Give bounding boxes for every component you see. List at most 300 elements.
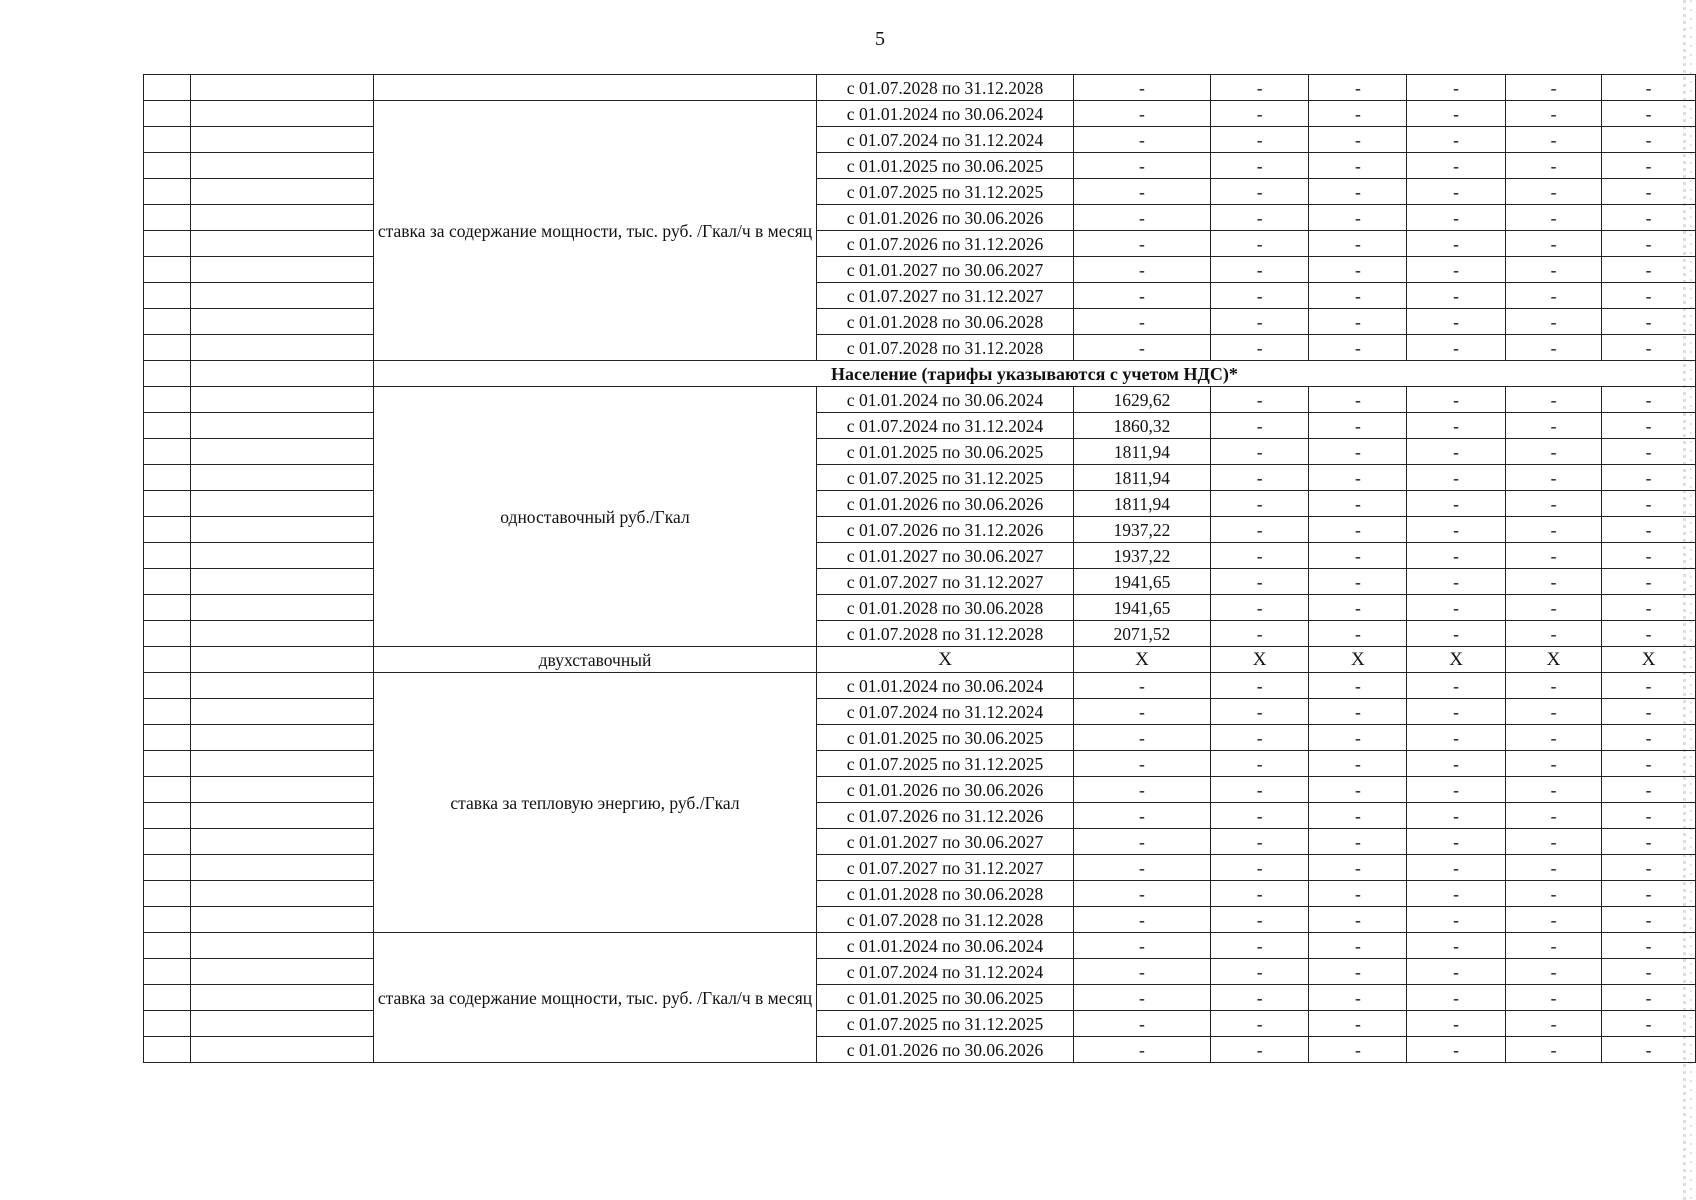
period-cell: с 01.07.2028 по 31.12.2028 bbox=[817, 621, 1074, 647]
value-cell: - bbox=[1074, 205, 1211, 231]
row-number-cell bbox=[144, 725, 191, 751]
value-cell: - bbox=[1407, 699, 1506, 725]
value-cell: - bbox=[1602, 543, 1696, 569]
row-number-cell bbox=[144, 75, 191, 101]
organization-cell bbox=[191, 595, 374, 621]
value-cell: 1937,22 bbox=[1074, 517, 1211, 543]
period-cell: с 01.07.2025 по 31.12.2025 bbox=[817, 465, 1074, 491]
value-cell: - bbox=[1407, 881, 1506, 907]
value-cell: - bbox=[1602, 309, 1696, 335]
row-number-cell bbox=[144, 387, 191, 413]
value-cell: - bbox=[1074, 257, 1211, 283]
value-cell: - bbox=[1210, 283, 1309, 309]
x-mark-cell: X bbox=[1074, 647, 1211, 673]
row-number-cell bbox=[144, 907, 191, 933]
period-cell: с 01.07.2027 по 31.12.2027 bbox=[817, 855, 1074, 881]
rate-type-cell bbox=[373, 75, 816, 101]
value-cell: - bbox=[1074, 1037, 1211, 1063]
value-cell: - bbox=[1210, 153, 1309, 179]
value-cell: - bbox=[1505, 829, 1601, 855]
row-number-cell bbox=[144, 101, 191, 127]
value-cell: - bbox=[1074, 1011, 1211, 1037]
period-cell: с 01.07.2028 по 31.12.2028 bbox=[817, 75, 1074, 101]
value-cell: - bbox=[1505, 491, 1601, 517]
value-cell: - bbox=[1210, 205, 1309, 231]
value-cell: - bbox=[1407, 335, 1506, 361]
value-cell: - bbox=[1074, 283, 1211, 309]
value-cell: - bbox=[1407, 153, 1506, 179]
row-number-cell bbox=[144, 491, 191, 517]
organization-cell bbox=[191, 1037, 374, 1063]
period-cell: с 01.01.2027 по 30.06.2027 bbox=[817, 829, 1074, 855]
value-cell: - bbox=[1505, 881, 1601, 907]
value-cell: - bbox=[1602, 621, 1696, 647]
value-cell: - bbox=[1309, 205, 1407, 231]
value-cell: - bbox=[1309, 257, 1407, 283]
period-cell: с 01.07.2024 по 31.12.2024 bbox=[817, 699, 1074, 725]
value-cell: - bbox=[1407, 725, 1506, 751]
value-cell: - bbox=[1602, 907, 1696, 933]
value-cell: - bbox=[1505, 751, 1601, 777]
value-cell: - bbox=[1210, 985, 1309, 1011]
value-cell: 1811,94 bbox=[1074, 465, 1211, 491]
value-cell: - bbox=[1407, 387, 1506, 413]
value-cell: - bbox=[1602, 959, 1696, 985]
value-cell: - bbox=[1505, 257, 1601, 283]
period-cell: с 01.01.2028 по 30.06.2028 bbox=[817, 595, 1074, 621]
row-number-cell bbox=[144, 673, 191, 699]
value-cell: - bbox=[1407, 231, 1506, 257]
period-cell: с 01.01.2028 по 30.06.2028 bbox=[817, 881, 1074, 907]
value-cell: - bbox=[1210, 803, 1309, 829]
value-cell: - bbox=[1407, 491, 1506, 517]
value-cell: - bbox=[1602, 855, 1696, 881]
tariff-table-body bbox=[144, 75, 1696, 1063]
value-cell: - bbox=[1309, 829, 1407, 855]
value-cell: - bbox=[1407, 595, 1506, 621]
period-cell: с 01.07.2028 по 31.12.2028 bbox=[817, 907, 1074, 933]
value-cell: - bbox=[1309, 413, 1407, 439]
row-number-cell bbox=[144, 959, 191, 985]
value-cell: - bbox=[1309, 283, 1407, 309]
value-cell: - bbox=[1074, 101, 1211, 127]
value-cell: - bbox=[1309, 231, 1407, 257]
row-number-cell bbox=[144, 1037, 191, 1063]
row-number-cell bbox=[144, 647, 191, 673]
value-cell: - bbox=[1602, 491, 1696, 517]
value-cell: - bbox=[1309, 153, 1407, 179]
value-cell: - bbox=[1407, 959, 1506, 985]
value-cell: - bbox=[1505, 205, 1601, 231]
organization-cell bbox=[191, 803, 374, 829]
value-cell: - bbox=[1309, 127, 1407, 153]
value-cell: - bbox=[1074, 985, 1211, 1011]
value-cell: - bbox=[1505, 959, 1601, 985]
value-cell: - bbox=[1210, 517, 1309, 543]
value-cell: - bbox=[1407, 1011, 1506, 1037]
value-cell: - bbox=[1210, 829, 1309, 855]
value-cell: - bbox=[1602, 881, 1696, 907]
period-cell: с 01.01.2026 по 30.06.2026 bbox=[817, 1037, 1074, 1063]
value-cell: - bbox=[1505, 543, 1601, 569]
value-cell: - bbox=[1505, 231, 1601, 257]
period-cell: с 01.01.2028 по 30.06.2028 bbox=[817, 309, 1074, 335]
value-cell: - bbox=[1309, 595, 1407, 621]
value-cell: - bbox=[1074, 803, 1211, 829]
row-number-cell bbox=[144, 413, 191, 439]
value-cell: - bbox=[1309, 465, 1407, 491]
value-cell: - bbox=[1210, 933, 1309, 959]
organization-cell bbox=[191, 673, 374, 699]
value-cell: - bbox=[1602, 387, 1696, 413]
value-cell: - bbox=[1074, 881, 1211, 907]
row-number-cell bbox=[144, 933, 191, 959]
section-header: Население (тарифы указываются с учетом НДС)* bbox=[373, 361, 1695, 387]
organization-cell bbox=[191, 283, 374, 309]
value-cell: - bbox=[1210, 387, 1309, 413]
row-number-cell bbox=[144, 127, 191, 153]
organization-cell bbox=[191, 647, 374, 673]
period-cell: с 01.01.2025 по 30.06.2025 bbox=[817, 725, 1074, 751]
row-number-cell bbox=[144, 231, 191, 257]
x-mark-cell: X bbox=[1407, 647, 1506, 673]
x-mark-cell: X bbox=[1210, 647, 1309, 673]
organization-cell bbox=[191, 153, 374, 179]
value-cell: - bbox=[1505, 699, 1601, 725]
value-cell: - bbox=[1602, 283, 1696, 309]
value-cell: - bbox=[1407, 985, 1506, 1011]
value-cell: - bbox=[1074, 751, 1211, 777]
value-cell: - bbox=[1074, 699, 1211, 725]
period-cell: с 01.07.2024 по 31.12.2024 bbox=[817, 127, 1074, 153]
value-cell: - bbox=[1505, 439, 1601, 465]
value-cell: - bbox=[1602, 465, 1696, 491]
organization-cell bbox=[191, 907, 374, 933]
value-cell: - bbox=[1309, 907, 1407, 933]
organization-cell bbox=[191, 205, 374, 231]
value-cell: - bbox=[1407, 777, 1506, 803]
value-cell: - bbox=[1505, 335, 1601, 361]
value-cell: - bbox=[1602, 517, 1696, 543]
value-cell: - bbox=[1309, 777, 1407, 803]
row-number-cell bbox=[144, 309, 191, 335]
value-cell: - bbox=[1074, 959, 1211, 985]
period-cell: с 01.07.2025 по 31.12.2025 bbox=[817, 179, 1074, 205]
value-cell: - bbox=[1407, 127, 1506, 153]
value-cell: - bbox=[1602, 127, 1696, 153]
row-number-cell bbox=[144, 881, 191, 907]
organization-cell bbox=[191, 751, 374, 777]
row-number-cell bbox=[144, 439, 191, 465]
organization-cell bbox=[191, 855, 374, 881]
value-cell: - bbox=[1407, 465, 1506, 491]
organization-cell bbox=[191, 543, 374, 569]
value-cell: - bbox=[1309, 699, 1407, 725]
organization-cell bbox=[191, 179, 374, 205]
organization-cell bbox=[191, 777, 374, 803]
value-cell: - bbox=[1210, 673, 1309, 699]
value-cell: - bbox=[1210, 621, 1309, 647]
value-cell: - bbox=[1309, 751, 1407, 777]
value-cell: - bbox=[1210, 335, 1309, 361]
organization-cell bbox=[191, 257, 374, 283]
value-cell: - bbox=[1505, 153, 1601, 179]
organization-cell bbox=[191, 699, 374, 725]
row-number-cell bbox=[144, 803, 191, 829]
value-cell: - bbox=[1210, 439, 1309, 465]
organization-cell bbox=[191, 517, 374, 543]
value-cell: - bbox=[1309, 569, 1407, 595]
row-number-cell bbox=[144, 777, 191, 803]
value-cell: - bbox=[1407, 75, 1506, 101]
value-cell: - bbox=[1602, 257, 1696, 283]
table-row bbox=[144, 75, 1696, 101]
value-cell: - bbox=[1505, 985, 1601, 1011]
value-cell: 2071,52 bbox=[1074, 621, 1211, 647]
value-cell: - bbox=[1309, 179, 1407, 205]
value-cell: - bbox=[1505, 595, 1601, 621]
value-cell: - bbox=[1210, 75, 1309, 101]
value-cell: - bbox=[1505, 465, 1601, 491]
value-cell: - bbox=[1309, 387, 1407, 413]
value-cell: - bbox=[1309, 725, 1407, 751]
organization-cell bbox=[191, 75, 374, 101]
table-row bbox=[144, 361, 1696, 387]
period-cell: с 01.07.2026 по 31.12.2026 bbox=[817, 803, 1074, 829]
value-cell: 1941,65 bbox=[1074, 569, 1211, 595]
value-cell: - bbox=[1210, 725, 1309, 751]
organization-cell bbox=[191, 959, 374, 985]
table-row bbox=[144, 933, 1696, 959]
value-cell: - bbox=[1309, 881, 1407, 907]
period-cell: с 01.07.2028 по 31.12.2028 bbox=[817, 335, 1074, 361]
period-cell: с 01.01.2025 по 30.06.2025 bbox=[817, 153, 1074, 179]
value-cell: - bbox=[1210, 1011, 1309, 1037]
period-cell: с 01.01.2024 по 30.06.2024 bbox=[817, 387, 1074, 413]
organization-cell bbox=[191, 491, 374, 517]
value-cell: - bbox=[1505, 725, 1601, 751]
value-cell: - bbox=[1407, 907, 1506, 933]
value-cell: - bbox=[1505, 101, 1601, 127]
organization-cell bbox=[191, 725, 374, 751]
period-cell: с 01.07.2024 по 31.12.2024 bbox=[817, 959, 1074, 985]
value-cell: - bbox=[1074, 673, 1211, 699]
value-cell: - bbox=[1210, 179, 1309, 205]
period-cell: с 01.01.2025 по 30.06.2025 bbox=[817, 439, 1074, 465]
value-cell: - bbox=[1309, 439, 1407, 465]
value-cell: - bbox=[1309, 933, 1407, 959]
value-cell: - bbox=[1505, 933, 1601, 959]
period-cell: с 01.07.2026 по 31.12.2026 bbox=[817, 517, 1074, 543]
value-cell: - bbox=[1074, 127, 1211, 153]
value-cell: - bbox=[1074, 777, 1211, 803]
value-cell: - bbox=[1074, 153, 1211, 179]
value-cell: - bbox=[1074, 829, 1211, 855]
row-number-cell bbox=[144, 829, 191, 855]
value-cell: - bbox=[1407, 829, 1506, 855]
table-row bbox=[144, 101, 1696, 127]
value-cell: - bbox=[1210, 543, 1309, 569]
value-cell: - bbox=[1309, 1011, 1407, 1037]
value-cell: - bbox=[1407, 569, 1506, 595]
value-cell: 1811,94 bbox=[1074, 491, 1211, 517]
value-cell: - bbox=[1602, 231, 1696, 257]
value-cell: 1860,32 bbox=[1074, 413, 1211, 439]
value-cell: - bbox=[1210, 413, 1309, 439]
value-cell: - bbox=[1407, 257, 1506, 283]
table-row bbox=[144, 387, 1696, 413]
value-cell: - bbox=[1602, 101, 1696, 127]
period-cell: с 01.07.2027 по 31.12.2027 bbox=[817, 283, 1074, 309]
value-cell: - bbox=[1210, 907, 1309, 933]
value-cell: - bbox=[1602, 777, 1696, 803]
value-cell: - bbox=[1309, 1037, 1407, 1063]
value-cell: - bbox=[1407, 855, 1506, 881]
value-cell: 1937,22 bbox=[1074, 543, 1211, 569]
value-cell: - bbox=[1407, 933, 1506, 959]
period-cell: с 01.01.2027 по 30.06.2027 bbox=[817, 257, 1074, 283]
value-cell: - bbox=[1602, 803, 1696, 829]
value-cell: - bbox=[1602, 829, 1696, 855]
x-mark-cell: X bbox=[1505, 647, 1601, 673]
organization-cell bbox=[191, 309, 374, 335]
row-number-cell bbox=[144, 517, 191, 543]
value-cell: - bbox=[1210, 127, 1309, 153]
rate-type-cell: ставка за содержание мощности, тыс. руб. /Гкал/ч в месяц bbox=[373, 101, 816, 361]
rate-type-cell: ставка за тепловую энергию, руб./Гкал bbox=[373, 673, 816, 933]
tariff-table bbox=[143, 74, 1696, 1063]
value-cell: - bbox=[1407, 205, 1506, 231]
value-cell: - bbox=[1602, 179, 1696, 205]
value-cell: - bbox=[1210, 491, 1309, 517]
organization-cell bbox=[191, 413, 374, 439]
row-number-cell bbox=[144, 153, 191, 179]
value-cell: - bbox=[1505, 907, 1601, 933]
period-cell: с 01.07.2027 по 31.12.2027 bbox=[817, 569, 1074, 595]
period-cell: с 01.01.2024 по 30.06.2024 bbox=[817, 933, 1074, 959]
value-cell: - bbox=[1505, 621, 1601, 647]
period-cell: с 01.01.2026 по 30.06.2026 bbox=[817, 777, 1074, 803]
organization-cell bbox=[191, 361, 374, 387]
row-number-cell bbox=[144, 283, 191, 309]
value-cell: - bbox=[1309, 673, 1407, 699]
organization-cell bbox=[191, 985, 374, 1011]
organization-cell bbox=[191, 101, 374, 127]
value-cell: - bbox=[1309, 985, 1407, 1011]
value-cell: - bbox=[1407, 179, 1506, 205]
value-cell: - bbox=[1505, 387, 1601, 413]
value-cell: - bbox=[1210, 231, 1309, 257]
value-cell: - bbox=[1407, 309, 1506, 335]
value-cell: - bbox=[1309, 517, 1407, 543]
row-number-cell bbox=[144, 361, 191, 387]
value-cell: - bbox=[1309, 803, 1407, 829]
value-cell: - bbox=[1602, 75, 1696, 101]
period-cell: с 01.01.2027 по 30.06.2027 bbox=[817, 543, 1074, 569]
value-cell: - bbox=[1074, 725, 1211, 751]
period-cell: с 01.01.2024 по 30.06.2024 bbox=[817, 673, 1074, 699]
row-number-cell bbox=[144, 621, 191, 647]
period-cell: с 01.07.2026 по 31.12.2026 bbox=[817, 231, 1074, 257]
rate-type-cell: ставка за содержание мощности, тыс. руб. /Гкал/ч в месяц bbox=[373, 933, 816, 1063]
value-cell: - bbox=[1309, 101, 1407, 127]
table-row bbox=[144, 673, 1696, 699]
value-cell: - bbox=[1602, 1011, 1696, 1037]
value-cell: - bbox=[1602, 673, 1696, 699]
row-number-cell bbox=[144, 179, 191, 205]
value-cell: - bbox=[1505, 673, 1601, 699]
value-cell: - bbox=[1407, 517, 1506, 543]
period-cell: с 01.01.2026 по 30.06.2026 bbox=[817, 205, 1074, 231]
value-cell: - bbox=[1407, 413, 1506, 439]
row-number-cell bbox=[144, 855, 191, 881]
value-cell: 1941,65 bbox=[1074, 595, 1211, 621]
value-cell: - bbox=[1309, 75, 1407, 101]
row-number-cell bbox=[144, 543, 191, 569]
rate-type-cell: одноставочный руб./Гкал bbox=[373, 387, 816, 647]
period-cell: с 01.01.2024 по 30.06.2024 bbox=[817, 101, 1074, 127]
row-number-cell bbox=[144, 751, 191, 777]
period-cell: с 01.01.2026 по 30.06.2026 bbox=[817, 491, 1074, 517]
value-cell: - bbox=[1505, 309, 1601, 335]
value-cell: - bbox=[1505, 283, 1601, 309]
row-number-cell bbox=[144, 1011, 191, 1037]
value-cell: - bbox=[1505, 75, 1601, 101]
value-cell: - bbox=[1210, 1037, 1309, 1063]
value-cell: - bbox=[1505, 1037, 1601, 1063]
organization-cell bbox=[191, 465, 374, 491]
organization-cell bbox=[191, 335, 374, 361]
value-cell: - bbox=[1602, 595, 1696, 621]
value-cell: - bbox=[1602, 335, 1696, 361]
value-cell: - bbox=[1309, 855, 1407, 881]
organization-cell bbox=[191, 933, 374, 959]
value-cell: - bbox=[1602, 933, 1696, 959]
value-cell: - bbox=[1407, 751, 1506, 777]
period-cell: с 01.07.2025 по 31.12.2025 bbox=[817, 751, 1074, 777]
value-cell: - bbox=[1505, 803, 1601, 829]
value-cell: - bbox=[1210, 465, 1309, 491]
table-row bbox=[144, 647, 1696, 673]
row-number-cell bbox=[144, 699, 191, 725]
value-cell: - bbox=[1602, 1037, 1696, 1063]
value-cell: - bbox=[1210, 309, 1309, 335]
value-cell: - bbox=[1505, 855, 1601, 881]
row-number-cell bbox=[144, 465, 191, 491]
value-cell: - bbox=[1407, 803, 1506, 829]
row-number-cell bbox=[144, 205, 191, 231]
value-cell: - bbox=[1074, 75, 1211, 101]
organization-cell bbox=[191, 621, 374, 647]
value-cell: - bbox=[1407, 283, 1506, 309]
value-cell: - bbox=[1210, 959, 1309, 985]
organization-cell bbox=[191, 439, 374, 465]
page-number: 5 bbox=[875, 28, 885, 50]
value-cell: - bbox=[1074, 309, 1211, 335]
value-cell: - bbox=[1210, 257, 1309, 283]
value-cell: - bbox=[1505, 1011, 1601, 1037]
x-mark-cell: X bbox=[1602, 647, 1696, 673]
x-mark-cell: X bbox=[1309, 647, 1407, 673]
value-cell: - bbox=[1210, 699, 1309, 725]
value-cell: - bbox=[1602, 751, 1696, 777]
value-cell: - bbox=[1074, 907, 1211, 933]
organization-cell bbox=[191, 569, 374, 595]
value-cell: - bbox=[1074, 179, 1211, 205]
x-mark-cell: X bbox=[817, 647, 1074, 673]
value-cell: - bbox=[1309, 309, 1407, 335]
value-cell: - bbox=[1309, 335, 1407, 361]
